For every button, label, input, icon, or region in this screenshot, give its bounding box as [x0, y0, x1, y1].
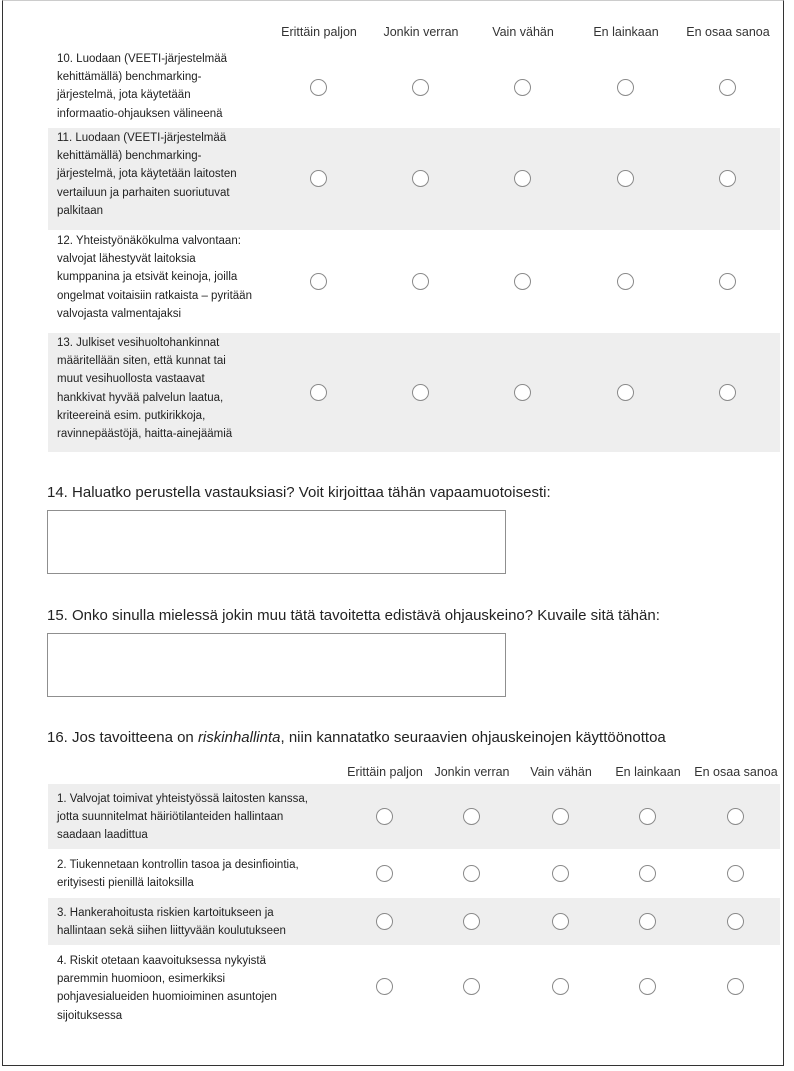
q-top-radio-option-5[interactable]: [719, 273, 736, 290]
row-label-line: 1. Valvojat toimivat yhteistyössä laitosten kanssa,: [57, 793, 308, 805]
q-top-radio-option-2[interactable]: [412, 79, 429, 96]
q16-radio-option-3[interactable]: [552, 913, 569, 930]
q-top-radio-option-5[interactable]: [719, 79, 736, 96]
q16-radio-option-4[interactable]: [639, 978, 656, 995]
row-label-line: 2. Tiukennetaan kontrollin tasoa ja desinfiointia,: [57, 859, 299, 871]
q-top-radio-option-4[interactable]: [617, 79, 634, 96]
row-label-line: kumppanina ja etsivät keinoja, joilla: [57, 271, 238, 284]
q-top-radio-option-4[interactable]: [617, 170, 634, 187]
row-label-line: 10. Luodaan (VEETI-järjestelmää: [57, 53, 228, 65]
q16-row-label: [57, 856, 337, 892]
q16-row-label: [57, 952, 337, 1025]
row-label-line: muut vesihuollosta vastaavat: [57, 373, 205, 386]
scale-header-4: En lainkaan: [615, 765, 681, 779]
row-label-line: ongelmat voitaisiin ratkaista – pyritään: [57, 289, 252, 302]
q-top-radio-option-5[interactable]: [719, 384, 736, 401]
row-label-line: kehittämällä) benchmarking-: [57, 71, 202, 84]
q16-radio-option-5[interactable]: [727, 865, 744, 882]
question-16-title: [47, 729, 666, 746]
row-label-line: sijoituksessa: [57, 1009, 123, 1022]
question-15-title: 15. Onko sinulla mielessä jokin muu tätä tavoitetta edistävä ohjauskeino? Kuvaile sitä tähän:: [47, 607, 660, 624]
q-top-radio-option-1[interactable]: [310, 273, 327, 290]
q-top-radio-option-4[interactable]: [617, 384, 634, 401]
question-14-title: 14. Haluatko perustella vastauksiasi? Voit kirjoittaa tähän vapaamuotoisesti:: [47, 484, 551, 501]
row-label-line: kehittämällä) benchmarking-: [57, 150, 202, 163]
q16-radio-option-4[interactable]: [639, 913, 656, 930]
question-15-textbox[interactable]: [47, 633, 506, 697]
scale-header-4: En lainkaan: [593, 25, 659, 39]
row-label-line: järjestelmä, jota käytetään laitosten: [57, 168, 237, 181]
question-16-title-prefix: 16. Jos tavoitteena on: [47, 729, 198, 746]
row-label-line: jotta suunnitelmat häiriötilanteiden hallintaan: [57, 811, 284, 824]
question-14-textbox[interactable]: [47, 510, 506, 574]
scale-header-1: Erittäin paljon: [347, 765, 423, 779]
row-label-line: kriteereinä esim. putkirikkoja,: [57, 409, 206, 422]
row-label-line: palkitaan: [57, 204, 104, 217]
scale-header-1: Erittäin paljon: [281, 25, 357, 39]
q16-radio-option-1[interactable]: [376, 913, 393, 930]
row-label-line: erityisesti pienillä laitoksilla: [57, 877, 194, 890]
row-label-line: saadaan laadittua: [57, 829, 148, 842]
q-top-row-label: [57, 232, 287, 323]
row-label-line: valvojat lähestyvät laitoksia: [57, 253, 196, 266]
q-top-radio-option-2[interactable]: [412, 273, 429, 290]
scale-header-5: En osaa sanoa: [694, 765, 778, 779]
scale-header-2: Jonkin verran: [434, 765, 510, 779]
q16-radio-option-4[interactable]: [639, 808, 656, 825]
q-top-radio-option-2[interactable]: [412, 170, 429, 187]
q16-radio-option-1[interactable]: [376, 978, 393, 995]
q-top-radio-option-3[interactable]: [514, 79, 531, 96]
question-16-title-suffix: , niin kannatatko seuraavien ohjauskeinojen käyttöönottoa: [280, 729, 666, 746]
q-top-row-label: [57, 50, 287, 123]
q16-radio-option-1[interactable]: [376, 865, 393, 882]
row-label-line: hallintaan sekä siihen liittyvään koulutukseen: [57, 925, 286, 938]
row-label-line: 12. Yhteistyönäkökulma valvontaan:: [57, 235, 241, 247]
q16-radio-option-2[interactable]: [463, 913, 480, 930]
q16-row-label: [57, 904, 337, 940]
q16-radio-option-3[interactable]: [552, 978, 569, 995]
row-label-line: ravinnepäästöjä, haitta-ainejäämiä: [57, 428, 233, 441]
q16-radio-option-5[interactable]: [727, 913, 744, 930]
q16-row-label: [57, 790, 337, 845]
row-label-line: paremmin huomioon, esimerkiksi: [57, 973, 226, 986]
row-label-line: informaatio-ohjauksen välineenä: [57, 107, 223, 120]
scale-header-3: Vain vähän: [492, 25, 554, 39]
scale-header-5: En osaa sanoa: [686, 25, 770, 39]
scale-header-3: Vain vähän: [530, 765, 592, 779]
row-label-line: 13. Julkiset vesihuoltohankinnat: [57, 337, 220, 349]
row-label-line: 11. Luodaan (VEETI-järjestelmää: [57, 132, 227, 144]
q16-radio-option-3[interactable]: [552, 865, 569, 882]
q16-radio-option-2[interactable]: [463, 808, 480, 825]
q-top-radio-option-3[interactable]: [514, 170, 531, 187]
question-16-title-italic: riskinhallinta: [197, 729, 281, 746]
q16-radio-option-2[interactable]: [463, 865, 480, 882]
row-label-line: järjestelmä, jota käytetään: [57, 89, 191, 102]
scale-header-2: Jonkin verran: [383, 25, 459, 39]
row-label-line: 4. Riskit otetaan kaavoituksessa nykyistä: [57, 955, 267, 967]
row-label-line: pohjavesialueiden huomioiminen asuntojen: [57, 991, 277, 1004]
q16-radio-option-5[interactable]: [727, 978, 744, 995]
q-top-radio-option-3[interactable]: [514, 273, 531, 290]
q-top-radio-option-1[interactable]: [310, 384, 327, 401]
q16-radio-option-1[interactable]: [376, 808, 393, 825]
row-label-line: 3. Hankerahoitusta riskien kartoitukseen ja: [57, 907, 274, 919]
q16-radio-option-3[interactable]: [552, 808, 569, 825]
q16-radio-option-4[interactable]: [639, 865, 656, 882]
row-label-line: hankkivat hyvää palvelun laatua,: [57, 391, 224, 404]
q-top-radio-option-1[interactable]: [310, 170, 327, 187]
q16-radio-option-2[interactable]: [463, 978, 480, 995]
row-label-line: määritellään siten, että kunnat tai: [57, 355, 226, 368]
q-top-radio-option-5[interactable]: [719, 170, 736, 187]
q-top-radio-option-1[interactable]: [310, 79, 327, 96]
row-label-line: vertailuun ja parhaiten suoriutuvat: [57, 186, 230, 199]
row-label-line: valvojasta valmentajaksi: [57, 307, 182, 320]
q-top-radio-option-3[interactable]: [514, 384, 531, 401]
q-top-row-label: [57, 334, 287, 443]
q-top-row-label: [57, 129, 287, 220]
q16-radio-option-5[interactable]: [727, 808, 744, 825]
q-top-radio-option-4[interactable]: [617, 273, 634, 290]
q-top-radio-option-2[interactable]: [412, 384, 429, 401]
